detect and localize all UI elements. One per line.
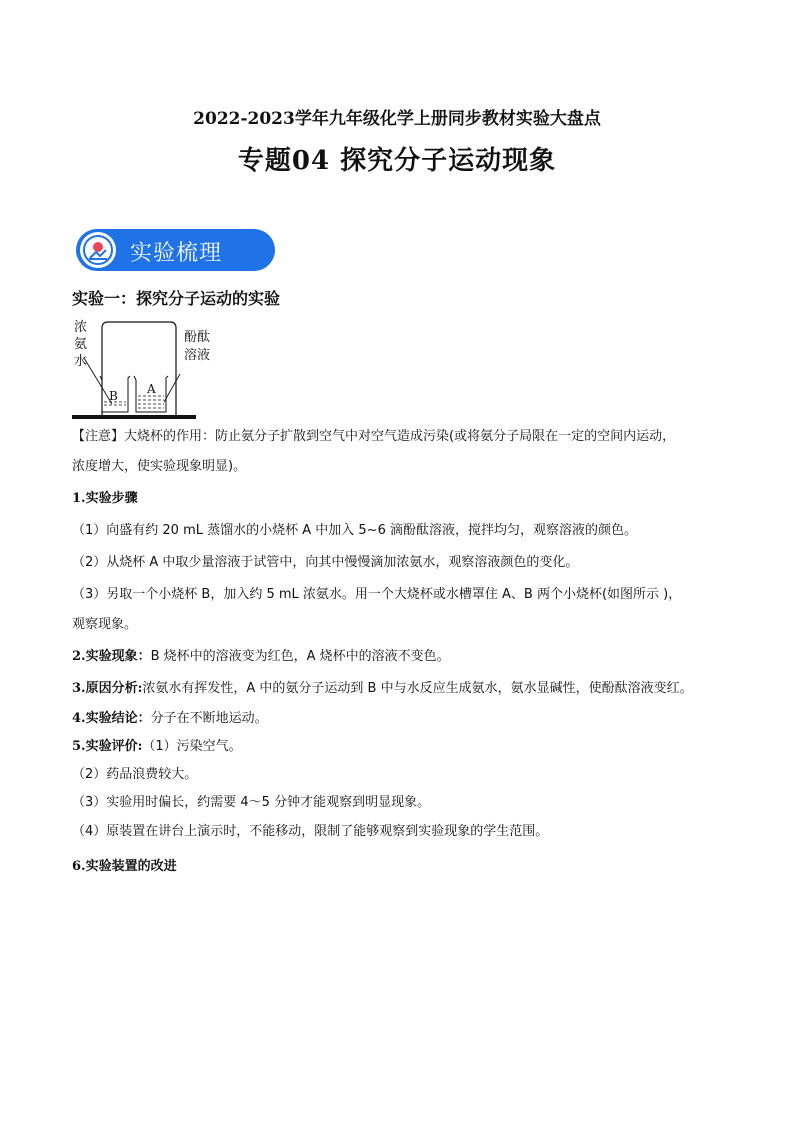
evaluation-2: （2）药品浪费较大。 xyxy=(72,767,198,782)
note-line-2: 浓度增大，使实验现象明显)。 xyxy=(72,459,247,474)
conclusion xyxy=(72,708,732,730)
step-3-line-2: 观察现象。 xyxy=(72,617,138,632)
evaluation-4: （4）原装置在讲台上演示时，不能移动，限制了能够观察到实验现象的学生范围。 xyxy=(72,824,549,839)
apparatus-drawing xyxy=(72,318,232,420)
banner-label: 实验梳理 xyxy=(130,241,223,266)
label-phenolphthalein-2: 溶液 xyxy=(184,348,211,363)
evaluation-1: （1）污染空气。 xyxy=(142,739,242,754)
analysis xyxy=(72,678,752,700)
experiment-title: 实验一：探究分子运动的实验 xyxy=(72,289,281,308)
evaluation-heading: 5.实验评价: xyxy=(72,739,143,754)
note-text: 大烧杯的作用：防止氨分子扩散到空气中对空气造成污染(或将氨分子局限在一定的空间内运动， xyxy=(124,429,676,444)
document-title: 2022-2023学年九年级化学上册同步教材实验大盘点 xyxy=(193,109,601,129)
steps-heading: 1.实验步骤 xyxy=(72,491,138,506)
conclusion-heading: 4.实验结论： xyxy=(72,711,151,726)
evaluation xyxy=(72,736,732,758)
label-ammonia-1: 浓 xyxy=(74,320,88,335)
note-line-1 xyxy=(72,426,732,448)
apparatus-figure xyxy=(72,318,232,420)
conclusion-text: 分子在不断地运动。 xyxy=(150,711,268,726)
label-phenolphthalein-1: 酚酞 xyxy=(184,330,211,345)
step-2: （2）从烧杯 A 中取少量溶液于试管中，向其中慢慢滴加浓氨水，观察溶液颜色的变化。 xyxy=(72,555,579,570)
beaker-a-label: A xyxy=(147,382,156,396)
analysis-text: 浓氨水有挥发性，A 中的氨分子运动到 B 中与水反应生成氨水，氨水显碱性，使酚酞溶液变红。 xyxy=(142,681,693,696)
phenomenon xyxy=(72,646,732,668)
evaluation-3: （3）实验用时偏长，约需要 4～5 分钟才能观察到明显现象。 xyxy=(72,795,431,810)
label-ammonia-2: 氨 xyxy=(74,337,88,352)
step-1: （1）向盛有约 20 mL 蒸馏水的小烧杯 A 中加入 5~6 滴酚酞溶液，搅拌均匀，观察溶液的颜色。 xyxy=(72,523,637,538)
beaker-b-label: B xyxy=(109,389,118,403)
phenomenon-heading: 2.实验现象： xyxy=(72,649,151,664)
note-prefix: 【注意】 xyxy=(72,429,125,444)
topic-title: 专题04 探究分子运动现象 xyxy=(237,146,557,176)
label-ammonia-3: 水 xyxy=(74,354,88,369)
step-3-line-1: （3）另取一个小烧杯 B，加入约 5 mL 浓氨水。用一个大烧杯或水槽罩住 A、B 两个小烧杯(如图所示 )， xyxy=(72,587,682,602)
section-banner xyxy=(76,229,275,271)
lab-icon xyxy=(80,232,116,268)
analysis-heading: 3.原因分析: xyxy=(72,681,143,696)
phenomenon-text: B 烧杯中的溶液变为红色，A 烧杯中的溶液不变色。 xyxy=(150,649,450,664)
improvement-heading: 6.实验装置的改进 xyxy=(72,859,177,874)
